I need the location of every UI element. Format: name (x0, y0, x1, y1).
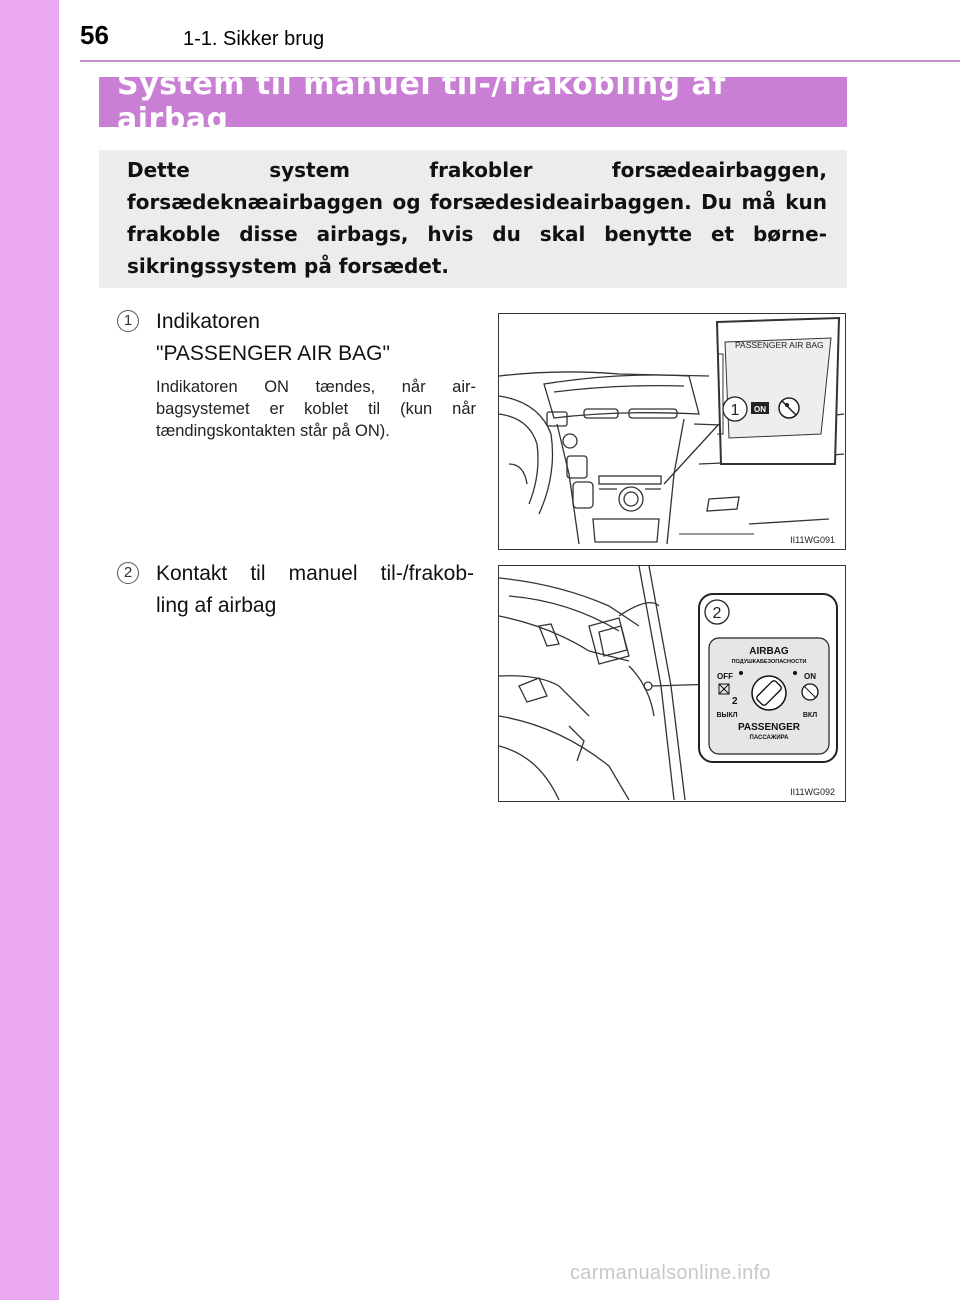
item-number-badge: 1 (117, 310, 139, 332)
callout-number: 1 (730, 402, 740, 419)
on-label: ON (804, 672, 816, 681)
header-divider (80, 60, 960, 62)
page-number: 56 (80, 20, 109, 50)
key-slot-icon (752, 676, 786, 710)
side-color-band (0, 0, 59, 1300)
intro-box (99, 150, 847, 288)
figure-code: II11WG092 (790, 787, 835, 797)
item-title: ling af airbag (156, 594, 277, 617)
airbag-off-icon (779, 398, 799, 418)
switch-title: AIRBAG (749, 646, 789, 657)
page-title: System til manuel til-/frakobling af airbag (117, 67, 726, 137)
on-indicator-label: ON (754, 405, 766, 414)
item-title: "PASSENGER AIR BAG" (156, 342, 390, 365)
figure-code: II11WG091 (790, 535, 835, 545)
on-label-ru: ВКЛ (802, 712, 818, 719)
item-title: Indikatoren (156, 310, 260, 333)
watermark-text: carmanualsonline.info (570, 1262, 771, 1284)
passenger-label: PASSENGER (737, 722, 801, 733)
figure-indicator (498, 313, 846, 550)
off-label: OFF (717, 672, 733, 681)
section-label: 1-1. Sikker brug (183, 28, 325, 50)
callout-number: 2 (712, 605, 722, 622)
figure-switch (498, 565, 846, 802)
item-description: Indikatoren ON tændes, når airbagsystemet er koblet til (kun når tændingskontakten står på ON). (156, 378, 476, 440)
passenger-label-ru: ПАССАЖИРА (749, 735, 789, 741)
switch-subtitle: ПОДУШКАБЕЗОПАСНОСТИ (731, 659, 807, 665)
page-title-bar (99, 67, 847, 137)
item-title: Kontakt til manuel til-/frakob- (156, 562, 474, 585)
callout-label: PASSENGER AIR BAG (735, 340, 824, 350)
svg-text:2: 2 (732, 696, 738, 707)
dashboard-illustration (499, 314, 844, 548)
off-label-ru: ВЫКЛ (716, 712, 738, 719)
intro-text: Dette system frakobler forsædeairbaggen, forsædeknæairbaggen og forsædesideairbaggen. Du må kun frakoble disse airbags, hvis du skal benytte et børnesikringssystem på forsædet. (127, 158, 827, 278)
airbag-on-icon (802, 684, 818, 700)
item-number-badge: 2 (117, 562, 139, 584)
glovebox-illustration (499, 566, 844, 800)
